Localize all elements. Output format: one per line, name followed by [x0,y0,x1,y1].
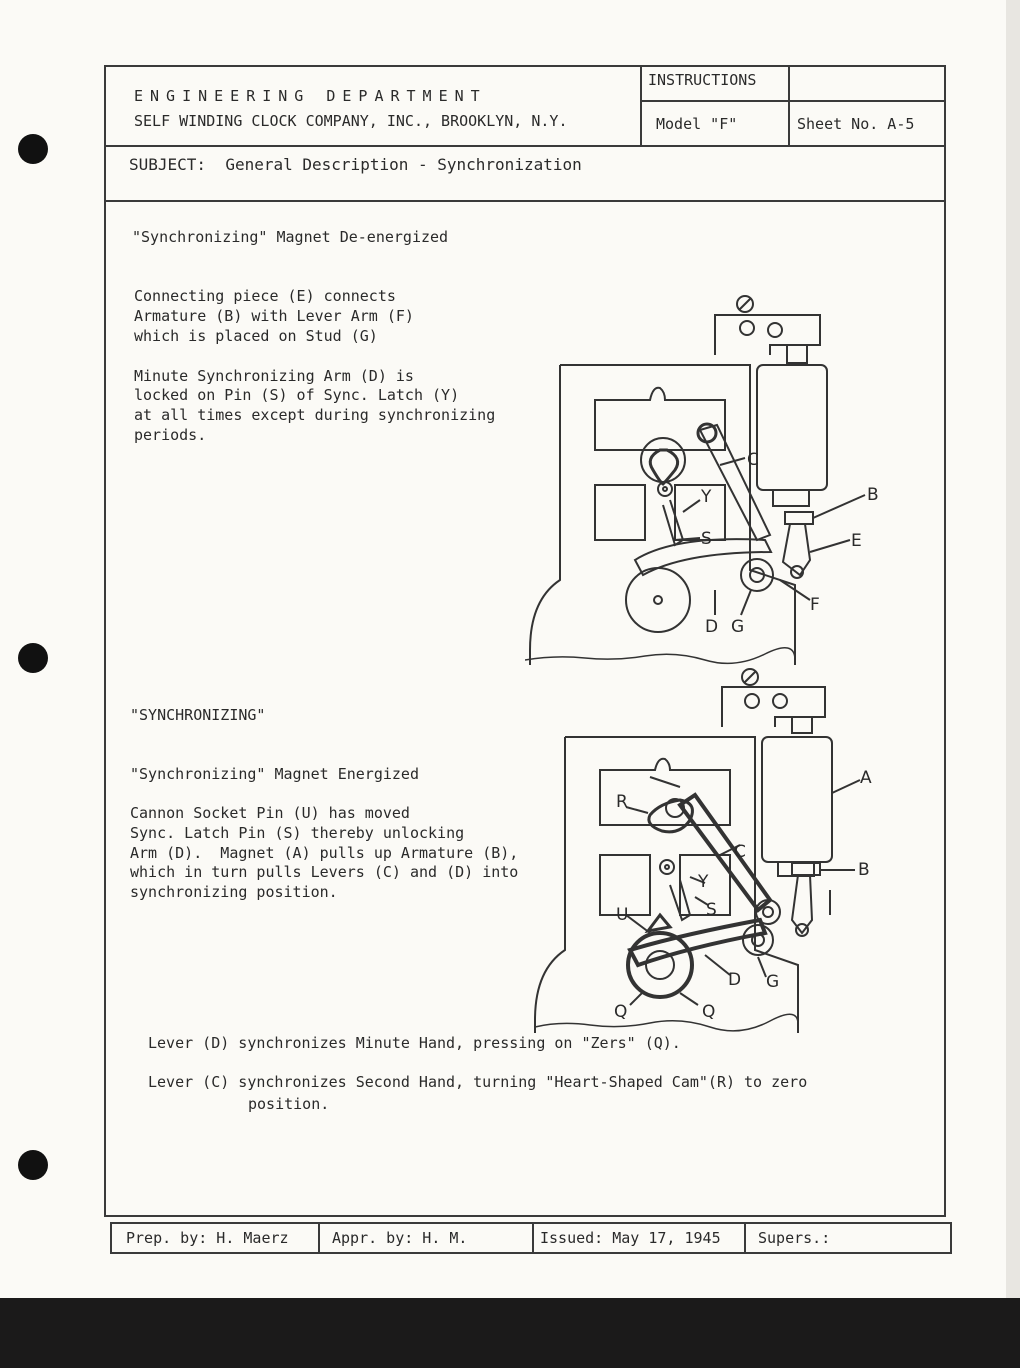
company-name: SELF WINDING CLOCK COMPANY, INC., BROOKLYN, N.Y. [134,112,568,130]
figure-magnet-energized [530,665,900,1037]
section2-text-line: synchronizing position. [130,883,338,901]
section2-text-line: Arm (D). Magnet (A) pulls up Armature (B), [130,844,519,862]
label-q: Q [702,1002,716,1022]
instructions-label: INSTRUCTIONS [648,71,757,89]
section1-text-line: Minute Synchronizing Arm (D) is [134,367,414,385]
section2-heading: "SYNCHRONIZING" [130,706,266,724]
section1-text-line: Connecting piece (E) connects [134,287,396,305]
note-lever-c-cont: position. [248,1095,330,1113]
subject-divider [104,200,946,202]
label-d: D [705,617,719,637]
label-u: U [616,905,629,925]
header-row-divider [640,100,946,102]
note-lever-c: Lever (C) synchronizes Second Hand, turning "Heart-Shaped Cam"(R) to zero [148,1073,808,1091]
label-g: G [731,617,745,637]
label-d: D [728,970,742,990]
header-column-divider [788,65,790,145]
label-b: B [858,860,870,880]
label-c: C [734,842,746,862]
label-c: C [747,450,759,470]
sheet-number: Sheet No. A-5 [797,115,915,133]
label-y: Y [698,872,709,892]
figure-magnet-de-energized [525,290,895,670]
page-edge [1006,0,1020,1298]
punch-hole [18,643,48,673]
supersedes: Supers.: [758,1229,831,1247]
footer-table [110,1222,952,1254]
scan-background [0,1298,1020,1368]
section2-title: "Synchronizing" Magnet Energized [130,765,419,783]
header-divider [104,145,946,147]
section2-text-line: Sync. Latch Pin (S) thereby unlocking [130,824,465,842]
label-e: E [851,531,862,551]
label-f: F [810,595,820,615]
punch-hole [18,134,48,164]
label-r: R [616,792,628,812]
label-s: S [701,529,712,549]
section1-text-line: at all times except during synchronizing [134,406,496,424]
prepared-by: Prep. by: H. Maerz [126,1229,289,1247]
subject-line: SUBJECT: General Description - Synchronization [129,155,582,174]
section1-text-line: periods. [134,426,207,444]
section1-title: "Synchronizing" Magnet De-energized [132,228,449,246]
department-title: ENGINEERING DEPARTMENT [134,87,487,105]
header-column-divider [640,65,642,145]
model-label: Model "F" [656,115,738,133]
label-a: A [860,768,872,788]
section1-text-line: Armature (B) with Lever Arm (F) [134,307,414,325]
section2-text-line: Cannon Socket Pin (U) has moved [130,804,410,822]
note-lever-d: Lever (D) synchronizes Minute Hand, pressing on "Zers" (Q). [148,1034,681,1052]
approved-by: Appr. by: H. M. [332,1229,468,1247]
section1-text-line: locked on Pin (S) of Sync. Latch (Y) [134,386,460,404]
punch-hole [18,1150,48,1180]
label-y: Y [701,487,712,507]
label-g: G [766,972,780,992]
section2-text-line: which in turn pulls Levers (C) and (D) into [130,863,519,881]
label-b: B [867,485,879,505]
label-s: S [706,900,717,920]
section1-text-line: which is placed on Stud (G) [134,327,378,345]
issued-date: Issued: May 17, 1945 [540,1229,721,1247]
label-q: Q [614,1002,628,1022]
